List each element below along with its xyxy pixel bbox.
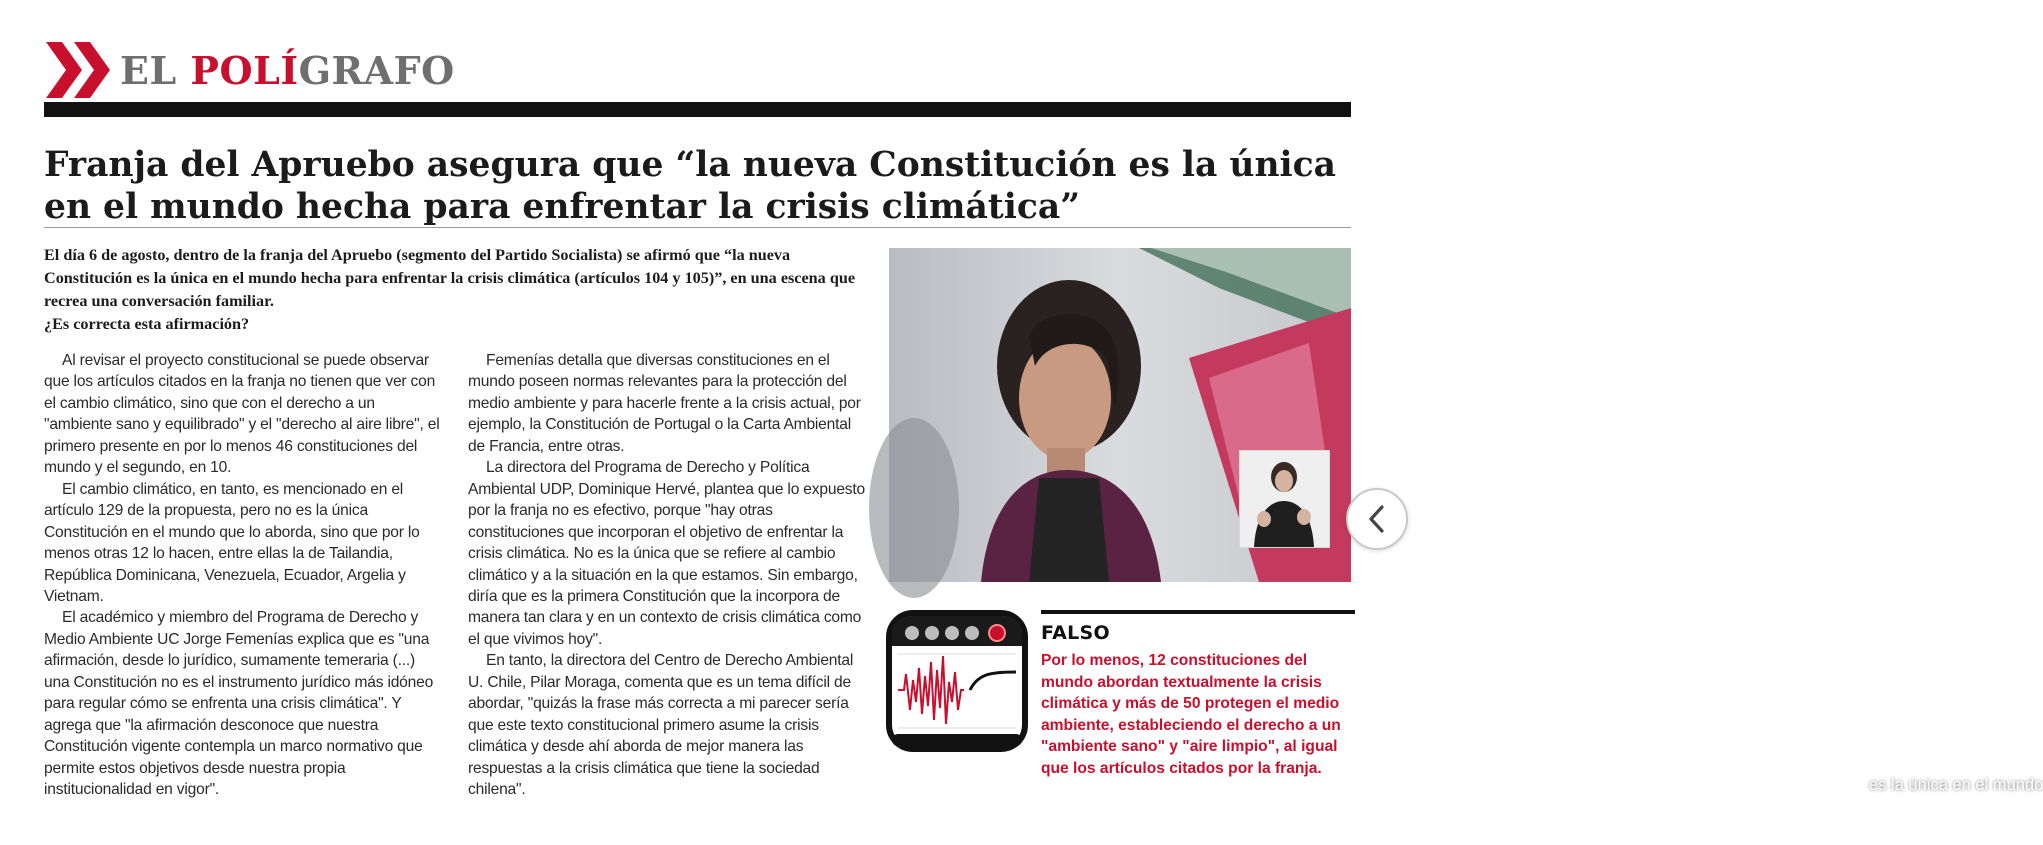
headline-rule xyxy=(44,227,1351,228)
section-title-prefix: EL xyxy=(120,48,191,93)
lead-paragraph: El día 6 de agosto, dentro de la franja del Apruebo (segmento del Partido Socialista) se afirmó que “la nueva Constitución es la única en el mundo hecha para enfrentar la crisis climática (artículos 104 y 105)”, en una escena que recrea una conversación familiar. xyxy=(44,246,856,310)
body-paragraph: Femenías detalla que diversas constituciones en el mundo poseen normas relevantes para la protección del medio ambiente y para hacerle frente a la crisis actual, por ejemplo, la Constitución de Portugal o la Carta Ambiental de Francia, entre otras. xyxy=(468,352,861,455)
article-headline: Franja del Apruebo asegura que “la nueva Constitución es la única en el mundo hecha para enfrentar la crisis climática” xyxy=(44,145,1337,227)
body-paragraph: En tanto, la directora del Centro de Derecho Ambiental U. Chile, Pilar Moraga, comenta que es un tema difícil de abordar, "quizás la frase más correcta a mi parecer sería que este texto constitucional primero asume la crisis climática y desde ahí aborda de mejor manera las respuestas a la crisis climática que tiene la sociedad chilena". xyxy=(468,652,854,799)
body-paragraph: La directora del Programa de Derecho y Política Ambiental UDP, Dominique Hervé, plantea que lo expuesto por la franja no es efectivo, porque "hay otras constituciones que incorporan el objetivo de enfrentar la crisis climática. No es la única que se refiere al cambio climático y a la situación en la que estamos. Sin embargo, diría que es la primera Constitución que la incorpora de manera tan clara y en un contexto de crisis climática como el que vivimos hoy". xyxy=(468,459,865,648)
body-column-1 xyxy=(44,350,444,801)
section-title-highlight: POLÍ xyxy=(190,48,299,93)
body-paragraph: El cambio climático, en tanto, es mencionado en el artículo 129 de la propuesta, pero no es la única Constitución en el mundo que lo aborda, sino que por lo menos otras 12 lo hacen, entre ellas la de Tailandia, República Dominicana, Venezuela, Ecuador, Argelia y Vietnam. xyxy=(44,480,420,605)
body-paragraph: Al revisar el proyecto constitucional se puede observar que los artículos citados en la franja no tienen que ver con el cambio climático, sino que con el derecho a un "ambiente sano y equilibrado" y el "derecho al aire libre", el primero presente en por lo menos 46 constituciones del mundo y el segundo, en 10. xyxy=(44,352,440,477)
sign-interpreter-icon xyxy=(1240,451,1329,547)
double-chevron-icon xyxy=(44,40,114,100)
sign-language-inset xyxy=(1239,450,1330,548)
article-lead xyxy=(44,244,874,336)
lead-question: ¿Es correcta esta afirmación? xyxy=(44,315,250,333)
section-title-suffix: GRAFO xyxy=(298,48,455,93)
section-brand xyxy=(44,40,464,100)
verdict-rule xyxy=(1041,610,1355,614)
verdict-explanation: Por lo menos, 12 constituciones del mundo abordan textualmente la crisis climática y más de 50 protegen el medio ambiente, estableciendo el derecho a un "ambiente sano" y "aire limpio", al igual que los artículos citados por la franja. xyxy=(1041,652,1341,777)
section-title xyxy=(120,48,455,93)
previous-button[interactable] xyxy=(1346,488,1408,550)
body-paragraph: El académico y miembro del Programa de Derecho y Medio Ambiente UC Jorge Femenías explica que es "una afirmación, desde lo jurídico, sumamente temeraria (...) una Constitución no es el instrumento jurídico más idóneo para regular cómo se enfrenta una crisis climática". Y agrega que "la afirmación desconoce que nuestra Constitución vigente contempla un marco normativo que permite estos objetivos desde nuestra propia institucionalidad en vigor". xyxy=(44,609,434,799)
lie-detector-icon xyxy=(886,610,1028,752)
body-column-2 xyxy=(468,350,868,801)
top-rule xyxy=(44,102,1351,117)
chevron-left-icon xyxy=(1366,504,1388,534)
video-caption: es la única en el mundo xyxy=(1869,776,2043,794)
verdict-label: FALSO xyxy=(1041,622,1110,644)
